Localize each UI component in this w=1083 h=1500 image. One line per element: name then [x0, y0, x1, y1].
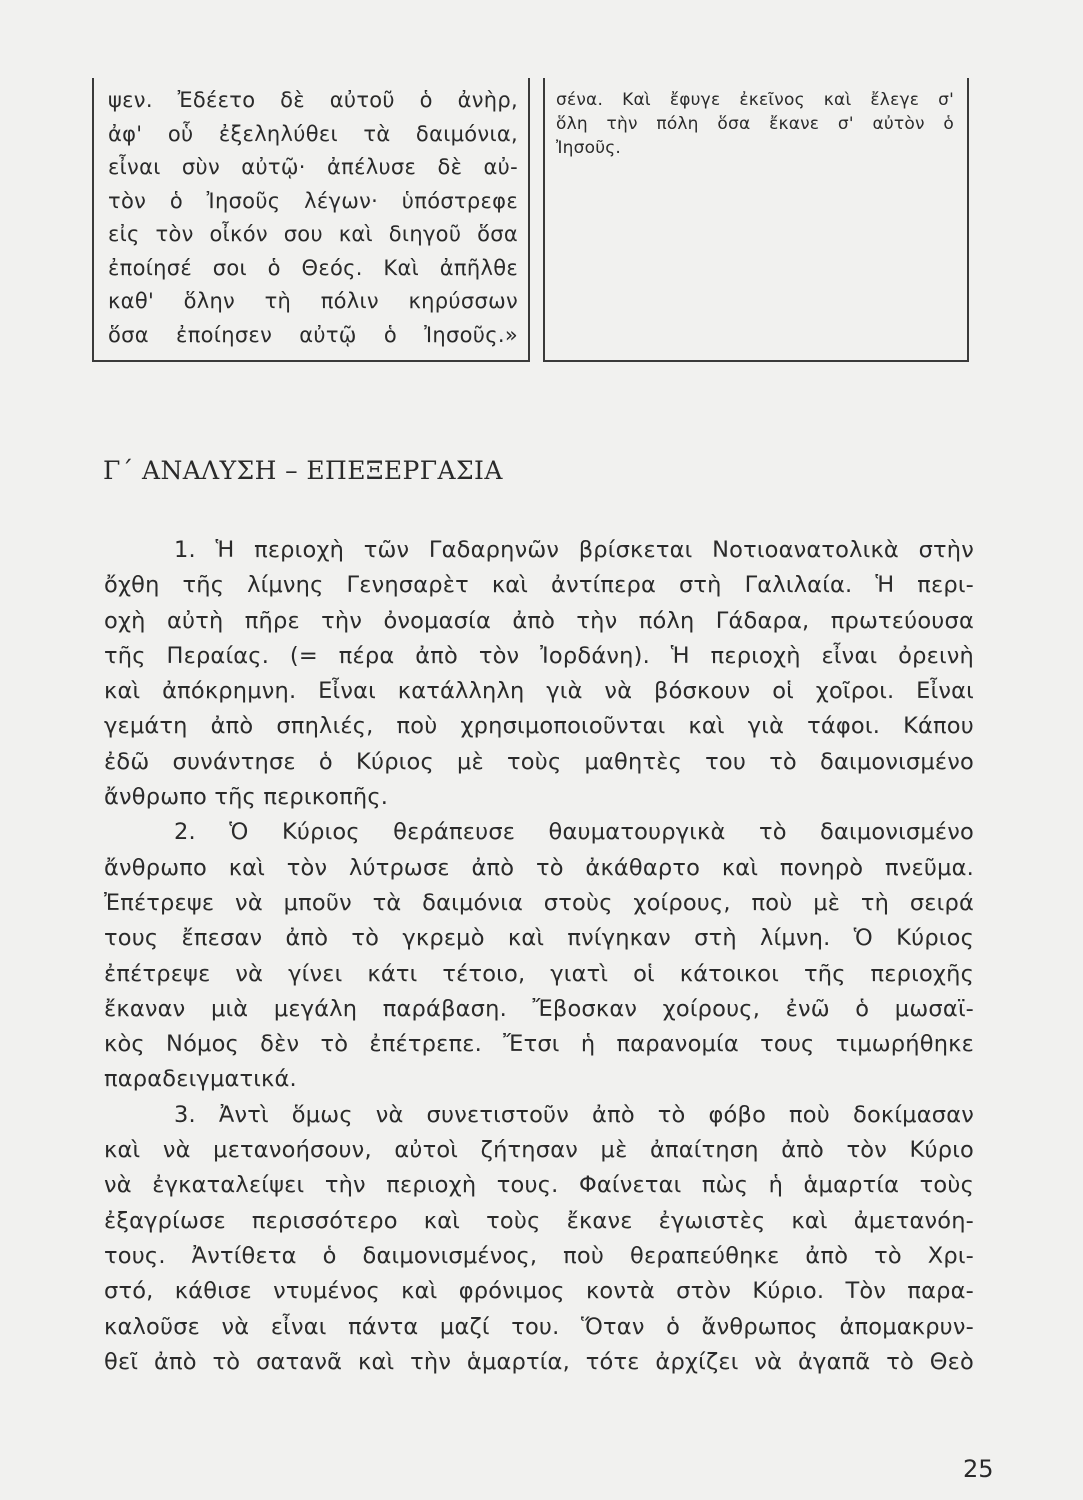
- paragraph-3-line: 3. Ἀντὶ ὅμως νὰ συνετιστοῦν ἀπὸ τὸ φόβο ποὺ δοκίμασαν: [174, 1101, 974, 1128]
- paragraph-2-line: ἔκαναν μιὰ μεγάλη παράβαση. Ἔβοσκαν χοίρους, ἐνῶ ὁ μωσαϊ-: [104, 995, 974, 1022]
- paragraph-3-line: νὰ ἐγκαταλείψει τὴν περιοχὴ τους. Φαίνεται πὼς ἡ ἁμαρτία τοὺς: [104, 1172, 974, 1199]
- paragraph-2-line: ἐπέτρεψε νὰ γίνει κάτι τέτοιο, γιατὶ οἱ κάτοικοι τῆς περιοχῆς: [104, 960, 974, 987]
- text-line: τὸν ὁ Ἰησοῦς λέγων· ὑπόστρεφε: [108, 188, 518, 213]
- paragraph-3-line: ἐξαγρίωσε περισσότερο καὶ τοὺς ἔκανε ἐγωιστὲς καὶ ἀμετανόη-: [104, 1207, 974, 1234]
- paragraph-3-line: στό, κάθισε ντυμένος καὶ φρόνιμος κοντὰ στὸν Κύριο. Τὸν παρα-: [104, 1278, 974, 1305]
- paragraph-3-line: τους. Ἀντίθετα ὁ δαιμονισμένος, ποὺ θεραπεύθηκε ἀπὸ τὸ Χρι-: [104, 1242, 974, 1269]
- text-line: Ἰησοῦς.: [556, 138, 622, 158]
- paragraph-2-line: κὸς Νόμος δὲν τὸ ἐπέτρεπε. Ἔτσι ἡ παρανομία τους τιμωρήθηκε: [104, 1031, 974, 1058]
- paragraph-3-line: καλοῦσε νὰ εἶναι πάντα μαζί του. Ὅταν ὁ ἄνθρωπος ἀπομακρυν-: [104, 1313, 974, 1340]
- paragraph-1-line: οχὴ αὐτὴ πῆρε τὴν ὀνομασία ἀπὸ τὴν πόλη Γάδαρα, πρωτεύουσα: [104, 607, 974, 634]
- analysis-body: [104, 533, 974, 1380]
- original-text-column: [108, 84, 518, 352]
- paragraph-2-line: ἄνθρωπο καὶ τὸν λύτρωσε ἀπὸ τὸ ἀκάθαρτο καὶ πονηρὸ πνεῦμα.: [104, 854, 974, 881]
- paragraph-1-line: ὄχθη τῆς λίμνης Γενησαρὲτ καὶ ἀντίπερα στὴ Γαλιλαία. Ἡ περι-: [104, 572, 974, 599]
- text-line: ἐποίησέ σοι ὁ Θεός. Καὶ ἀπῆλθε: [108, 255, 518, 280]
- text-line: σένα. Καὶ ἔφυγε ἐκεῖνος καὶ ἔλεγε σ': [556, 90, 954, 110]
- page-number: 25: [963, 1455, 994, 1483]
- text-line: ὅλη τὴν πόλη ὅσα ἔκανε σ' αὐτὸν ὁ: [556, 114, 954, 134]
- paragraph-2-line: τους ἔπεσαν ἀπὸ τὸ γκρεμὸ καὶ πνίγηκαν στὴ λίμνη. Ὁ Κύριος: [104, 925, 974, 952]
- paragraph-1-line: 1. Ἡ περιοχὴ τῶν Γαδαρηνῶν βρίσκεται Νοτιοανατολικὰ στὴν: [174, 537, 974, 563]
- text-line: καθ' ὅλην τὴ πόλιν κηρύσσων: [108, 289, 518, 313]
- paragraph-1-line: ἄνθρωπο τῆς περικοπῆς.: [104, 784, 389, 811]
- paragraph-1-line: ἐδῶ συνάντησε ὁ Κύριος μὲ τοὺς μαθητὲς του τὸ δαιμονισμένο: [104, 748, 974, 775]
- text-line: ψεν. Ἐδέετο δὲ αὐτοῦ ὁ ἀνὴρ,: [108, 88, 518, 112]
- paragraph-1-line: τῆς Περαίας. (= πέρα ἀπὸ τὸν Ἰορδάνη). Ἡ περιοχὴ εἶναι ὀρεινὴ: [104, 642, 974, 669]
- paragraph-2-line: παραδειγματικά.: [104, 1066, 297, 1093]
- paragraph-3-line: θεῖ ἀπὸ τὸ σατανᾶ καὶ τὴν ἁμαρτία, τότε ἀρχίζει νὰ ἀγαπᾶ τὸ Θεὸ: [104, 1348, 974, 1375]
- text-line: ὅσα ἐποίησεν αὐτῷ ὁ Ἰησοῦς.»: [108, 322, 518, 347]
- paragraph-2-line: Ἐπέτρεψε νὰ μποῦν τὰ δαιμόνια στοὺς χοίρους, ποὺ μὲ τὴ σειρά: [104, 889, 974, 916]
- paragraph-2-line: 2. Ὁ Κύριος θεράπευσε θαυματουργικὰ τὸ δαιμονισμένο: [174, 819, 974, 846]
- text-line: ἀφ' οὗ ἐξεληλύθει τὰ δαιμόνια,: [108, 121, 518, 146]
- translation-text-column: [556, 88, 954, 160]
- paragraph-1-line: γεμάτη ἀπὸ σπηλιές, ποὺ χρησιμοποιοῦνται καὶ γιὰ τάφοι. Κάπου: [104, 713, 974, 740]
- paragraph-1-line: καὶ ἀπόκρημνη. Εἶναι κατάλληλη γιὰ νὰ βόσκουν οἱ χοῖροι. Εἶναι: [104, 678, 974, 705]
- text-line: εἰς τὸν οἶκόν σου καὶ διηγοῦ ὅσα: [108, 222, 518, 246]
- paragraph-3-line: καὶ νὰ μετανοήσουν, αὐτοὶ ζήτησαν μὲ ἀπαίτηση ἀπὸ τὸν Κύριο: [104, 1137, 974, 1164]
- text-line: εἶναι σὺν αὐτῷ· ἀπέλυσε δὲ αὐ-: [108, 155, 518, 179]
- section-heading: Γ΄ ΑΝΑΛΥΣΗ – ΕΠΕΞΕΡΓΑΣΙΑ: [103, 456, 503, 485]
